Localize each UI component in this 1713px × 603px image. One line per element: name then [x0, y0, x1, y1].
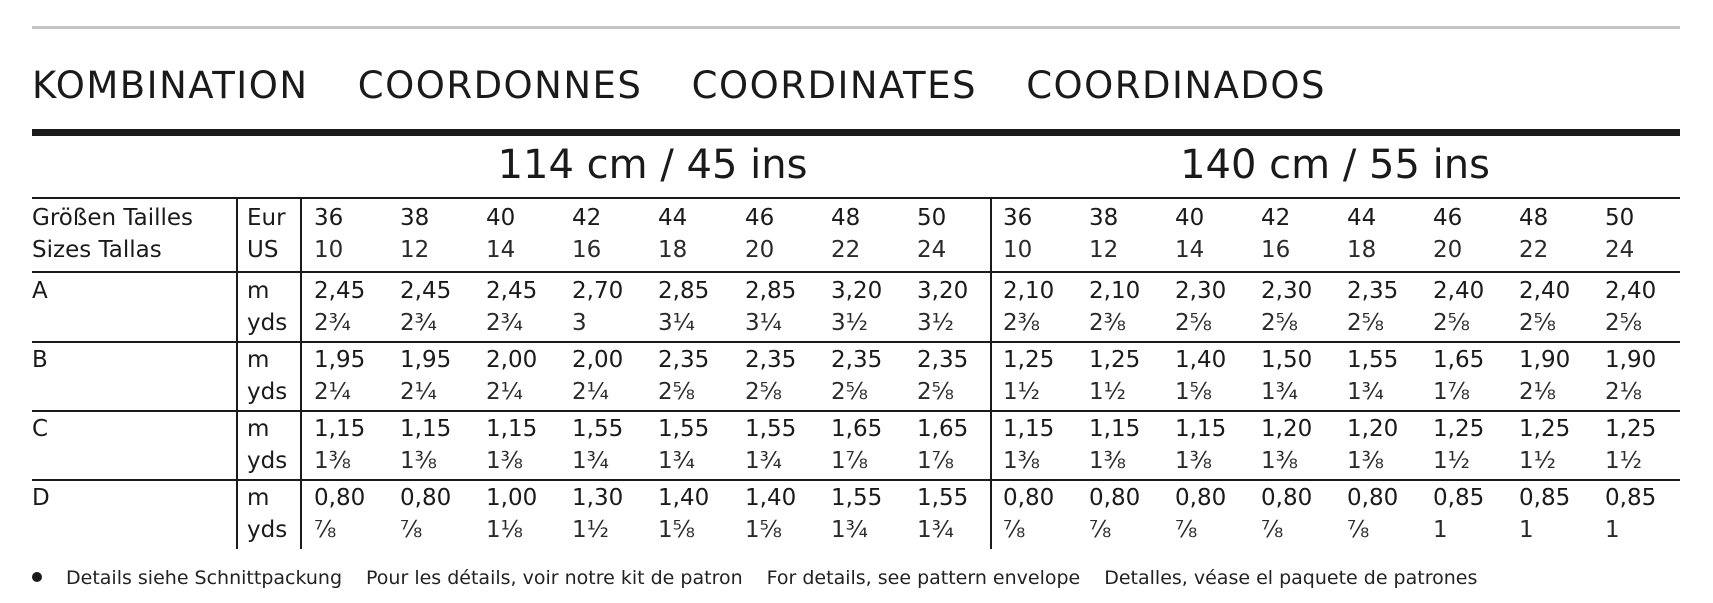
cell-b-w140-yds-3: 1¾ — [1261, 379, 1298, 405]
cell-c-w140-m-3: 1,20 — [1261, 416, 1313, 442]
cell-d-w140-m-0: 0,80 — [1003, 485, 1055, 511]
cell-c-w114-m-0: 1,15 — [314, 416, 366, 442]
cell-b-w140-m-2: 1,40 — [1175, 347, 1227, 373]
cell-c-w114-m-2: 1,15 — [486, 416, 538, 442]
cell-d-w114-yds-2: 1⅛ — [486, 517, 523, 543]
cell-d-w114-m-5: 1,40 — [745, 485, 797, 511]
rule-header-top — [32, 197, 1680, 199]
cell-b-w140-m-7: 1,90 — [1605, 347, 1657, 373]
cell-b-w140-m-5: 1,65 — [1433, 347, 1485, 373]
cell-a-w114-yds-5: 3¼ — [745, 310, 782, 336]
cell-d-w114-m-1: 0,80 — [400, 485, 452, 511]
cell-c-w140-yds-3: 1⅜ — [1261, 448, 1298, 474]
title-french: COORDONNES — [357, 64, 643, 107]
cell-a-w114-yds-0: 2¾ — [314, 310, 351, 336]
bullet-icon — [32, 572, 42, 582]
cell-b-w140-m-1: 1,25 — [1089, 347, 1141, 373]
cell-d-w114-m-4: 1,40 — [658, 485, 710, 511]
title-english: COORDINATES — [691, 64, 977, 107]
row-label-c: C — [32, 416, 49, 442]
cell-a-w114-yds-6: 3½ — [831, 310, 868, 336]
cell-c-w114-m-5: 1,55 — [745, 416, 797, 442]
cell-b-w114-yds-6: 2⅝ — [831, 379, 868, 405]
us-label: US — [247, 237, 279, 263]
title-spanish: COORDINADOS — [1026, 64, 1326, 107]
cell-c-w140-yds-2: 1⅜ — [1175, 448, 1212, 474]
size-us-w114-6: 22 — [831, 237, 861, 263]
cell-c-w114-m-7: 1,65 — [917, 416, 969, 442]
cell-a-w140-yds-2: 2⅝ — [1175, 310, 1212, 336]
size-us-w140-2: 14 — [1175, 237, 1205, 263]
cell-c-w114-yds-3: 1¾ — [572, 448, 609, 474]
size-us-w114-1: 12 — [400, 237, 430, 263]
cell-d-w140-m-3: 0,80 — [1261, 485, 1313, 511]
cell-a-w114-m-3: 2,70 — [572, 278, 624, 304]
cell-b-w114-m-4: 2,35 — [658, 347, 710, 373]
cell-a-w140-yds-0: 2⅜ — [1003, 310, 1040, 336]
cell-b-w114-m-2: 2,00 — [486, 347, 538, 373]
cell-b-w114-yds-7: 2⅝ — [917, 379, 954, 405]
size-us-w140-5: 20 — [1433, 237, 1463, 263]
eur-label: Eur — [247, 205, 286, 231]
size-label-line2: Sizes Tallas — [32, 237, 162, 263]
cell-a-w114-m-2: 2,45 — [486, 278, 538, 304]
cell-c-w140-m-1: 1,15 — [1089, 416, 1141, 442]
cell-b-w140-yds-0: 1½ — [1003, 379, 1040, 405]
footer-german: Details siehe Schnittpackung — [66, 567, 343, 589]
cell-b-w140-m-6: 1,90 — [1519, 347, 1571, 373]
cell-a-w140-yds-3: 2⅝ — [1261, 310, 1298, 336]
size-us-w140-0: 10 — [1003, 237, 1033, 263]
cell-b-w114-yds-3: 2¼ — [572, 379, 609, 405]
cell-a-w140-yds-6: 2⅝ — [1519, 310, 1556, 336]
cell-b-w140-yds-6: 2⅛ — [1519, 379, 1556, 405]
cell-a-w114-m-5: 2,85 — [745, 278, 797, 304]
size-us-w140-7: 24 — [1605, 237, 1635, 263]
cell-a-w140-yds-7: 2⅝ — [1605, 310, 1642, 336]
cell-c-w140-yds-5: 1½ — [1433, 448, 1470, 474]
size-eur-w114-7: 50 — [917, 205, 947, 231]
unit-m-a: m — [247, 278, 270, 304]
footer-note — [32, 567, 1501, 589]
rule-row-a-bottom — [32, 341, 1680, 343]
size-eur-w140-6: 48 — [1519, 205, 1549, 231]
cell-d-w140-yds-0: ⅞ — [1003, 517, 1026, 543]
cell-c-w114-m-3: 1,55 — [572, 416, 624, 442]
cell-c-w114-yds-0: 1⅜ — [314, 448, 351, 474]
cell-b-w114-m-6: 2,35 — [831, 347, 883, 373]
cell-d-w140-yds-7: 1 — [1605, 517, 1620, 543]
cell-b-w114-m-7: 2,35 — [917, 347, 969, 373]
cell-d-w140-m-4: 0,80 — [1347, 485, 1399, 511]
size-us-w140-1: 12 — [1089, 237, 1119, 263]
cell-d-w140-m-7: 0,85 — [1605, 485, 1657, 511]
cell-b-w140-yds-5: 1⅞ — [1433, 379, 1470, 405]
row-label-b: B — [32, 347, 48, 373]
cell-c-w140-yds-6: 1½ — [1519, 448, 1556, 474]
cell-c-w140-yds-7: 1½ — [1605, 448, 1642, 474]
unit-m-c: m — [247, 416, 270, 442]
cell-d-w140-yds-3: ⅞ — [1261, 517, 1284, 543]
cell-b-w140-yds-2: 1⅝ — [1175, 379, 1212, 405]
cell-b-w140-m-4: 1,55 — [1347, 347, 1399, 373]
cell-c-w114-m-1: 1,15 — [400, 416, 452, 442]
cell-c-w140-m-6: 1,25 — [1519, 416, 1571, 442]
cell-d-w140-yds-5: 1 — [1433, 517, 1448, 543]
unit-yds-d: yds — [247, 517, 288, 543]
cell-a-w140-m-4: 2,35 — [1347, 278, 1399, 304]
top-divider — [32, 26, 1680, 29]
cell-b-w114-yds-1: 2¼ — [400, 379, 437, 405]
cell-d-w114-m-3: 1,30 — [572, 485, 624, 511]
cell-d-w114-yds-5: 1⅝ — [745, 517, 782, 543]
cell-a-w114-yds-1: 2¾ — [400, 310, 437, 336]
size-eur-w114-1: 38 — [400, 205, 430, 231]
rule-unit-column — [300, 197, 302, 549]
cell-b-w140-yds-1: 1½ — [1089, 379, 1126, 405]
cell-a-w140-m-0: 2,10 — [1003, 278, 1055, 304]
size-eur-w140-2: 40 — [1175, 205, 1205, 231]
size-us-w140-6: 22 — [1519, 237, 1549, 263]
cell-d-w114-m-0: 0,80 — [314, 485, 366, 511]
size-us-w140-3: 16 — [1261, 237, 1291, 263]
cell-d-w114-yds-3: 1½ — [572, 517, 609, 543]
rule-row-c-bottom — [32, 479, 1680, 481]
cell-c-w140-yds-1: 1⅜ — [1089, 448, 1126, 474]
cell-d-w114-yds-6: 1¾ — [831, 517, 868, 543]
rule-width-divider — [990, 197, 992, 549]
cell-d-w114-yds-0: ⅞ — [314, 517, 337, 543]
size-us-w114-0: 10 — [314, 237, 344, 263]
title-german: KOMBINATION — [32, 64, 309, 107]
cell-a-w114-m-4: 2,85 — [658, 278, 710, 304]
size-eur-w114-5: 46 — [745, 205, 775, 231]
cell-a-w114-yds-7: 3½ — [917, 310, 954, 336]
cell-c-w114-m-4: 1,55 — [658, 416, 710, 442]
cell-c-w114-yds-2: 1⅜ — [486, 448, 523, 474]
cell-d-w114-yds-1: ⅞ — [400, 517, 423, 543]
cell-c-w140-yds-4: 1⅜ — [1347, 448, 1384, 474]
cell-d-w114-m-7: 1,55 — [917, 485, 969, 511]
cell-a-w114-m-1: 2,45 — [400, 278, 452, 304]
cell-a-w114-m-6: 3,20 — [831, 278, 883, 304]
cell-d-w114-yds-7: 1¾ — [917, 517, 954, 543]
size-us-w114-2: 14 — [486, 237, 516, 263]
cell-a-w114-yds-2: 2¾ — [486, 310, 523, 336]
size-eur-w140-0: 36 — [1003, 205, 1033, 231]
cell-a-w114-yds-3: 3 — [572, 310, 587, 336]
cell-c-w140-yds-0: 1⅜ — [1003, 448, 1040, 474]
cell-a-w140-m-7: 2,40 — [1605, 278, 1657, 304]
unit-m-b: m — [247, 347, 270, 373]
cell-a-w114-m-7: 3,20 — [917, 278, 969, 304]
cell-b-w114-m-0: 1,95 — [314, 347, 366, 373]
size-eur-w114-3: 42 — [572, 205, 602, 231]
cell-d-w140-yds-6: 1 — [1519, 517, 1534, 543]
unit-m-d: m — [247, 485, 270, 511]
cell-c-w114-yds-7: 1⅞ — [917, 448, 954, 474]
size-eur-w114-4: 44 — [658, 205, 688, 231]
unit-yds-a: yds — [247, 310, 288, 336]
cell-c-w140-m-4: 1,20 — [1347, 416, 1399, 442]
rule-header-bottom — [32, 271, 1680, 273]
cell-c-w114-yds-6: 1⅞ — [831, 448, 868, 474]
size-us-w114-5: 20 — [745, 237, 775, 263]
cell-b-w114-yds-5: 2⅝ — [745, 379, 782, 405]
size-eur-w114-0: 36 — [314, 205, 344, 231]
cell-d-w140-yds-4: ⅞ — [1347, 517, 1370, 543]
size-eur-w140-4: 44 — [1347, 205, 1377, 231]
cell-d-w114-m-6: 1,55 — [831, 485, 883, 511]
cell-d-w114-yds-4: 1⅝ — [658, 517, 695, 543]
cell-a-w140-yds-5: 2⅝ — [1433, 310, 1470, 336]
cell-d-w140-yds-2: ⅞ — [1175, 517, 1198, 543]
unit-yds-c: yds — [247, 448, 288, 474]
cell-b-w114-yds-2: 2¼ — [486, 379, 523, 405]
row-label-d: D — [32, 485, 50, 511]
footer-english: For details, see pattern envelope — [766, 567, 1081, 589]
size-eur-w114-6: 48 — [831, 205, 861, 231]
cell-a-w140-m-2: 2,30 — [1175, 278, 1227, 304]
size-eur-w140-1: 38 — [1089, 205, 1119, 231]
size-eur-w140-5: 46 — [1433, 205, 1463, 231]
cell-b-w140-yds-4: 1¾ — [1347, 379, 1384, 405]
footer-spanish: Detalles, véase el paquete de patrones — [1104, 567, 1478, 589]
size-eur-w114-2: 40 — [486, 205, 516, 231]
cell-b-w114-m-1: 1,95 — [400, 347, 452, 373]
cell-c-w114-m-6: 1,65 — [831, 416, 883, 442]
cell-a-w140-m-5: 2,40 — [1433, 278, 1485, 304]
cell-b-w140-yds-7: 2⅛ — [1605, 379, 1642, 405]
cell-c-w140-m-0: 1,15 — [1003, 416, 1055, 442]
size-eur-w140-3: 42 — [1261, 205, 1291, 231]
rule-row-b-bottom — [32, 410, 1680, 412]
cell-d-w140-m-5: 0,85 — [1433, 485, 1485, 511]
size-us-w114-3: 16 — [572, 237, 602, 263]
cell-a-w114-m-0: 2,45 — [314, 278, 366, 304]
size-us-w140-4: 18 — [1347, 237, 1377, 263]
cell-d-w140-m-1: 0,80 — [1089, 485, 1141, 511]
size-eur-w140-7: 50 — [1605, 205, 1635, 231]
title-underline — [32, 129, 1680, 136]
page-title — [32, 64, 1362, 107]
cell-c-w140-m-2: 1,15 — [1175, 416, 1227, 442]
cell-c-w114-yds-4: 1¾ — [658, 448, 695, 474]
fabric-width-140-heading: 140 cm / 55 ins — [1180, 142, 1490, 188]
cell-d-w140-m-2: 0,80 — [1175, 485, 1227, 511]
cell-b-w114-yds-0: 2¼ — [314, 379, 351, 405]
row-label-a: A — [32, 278, 48, 304]
size-us-w114-4: 18 — [658, 237, 688, 263]
cell-d-w140-m-6: 0,85 — [1519, 485, 1571, 511]
cell-b-w114-m-3: 2,00 — [572, 347, 624, 373]
fabric-width-114-heading: 114 cm / 45 ins — [497, 142, 808, 188]
unit-yds-b: yds — [247, 379, 288, 405]
cell-d-w140-yds-1: ⅞ — [1089, 517, 1112, 543]
cell-b-w140-m-3: 1,50 — [1261, 347, 1313, 373]
size-label-line1: Größen Tailles — [32, 205, 194, 231]
cell-a-w140-m-6: 2,40 — [1519, 278, 1571, 304]
cell-a-w140-yds-1: 2⅜ — [1089, 310, 1126, 336]
cell-a-w114-yds-4: 3¼ — [658, 310, 695, 336]
cell-c-w114-yds-1: 1⅜ — [400, 448, 437, 474]
cell-a-w140-m-1: 2,10 — [1089, 278, 1141, 304]
footer-french: Pour les détails, voir notre kit de patron — [366, 567, 743, 589]
cell-c-w114-yds-5: 1¾ — [745, 448, 782, 474]
rule-label-column — [236, 197, 238, 549]
size-us-w114-7: 24 — [917, 237, 947, 263]
cell-a-w140-yds-4: 2⅝ — [1347, 310, 1384, 336]
cell-c-w140-m-7: 1,25 — [1605, 416, 1657, 442]
cell-c-w140-m-5: 1,25 — [1433, 416, 1485, 442]
cell-b-w114-m-5: 2,35 — [745, 347, 797, 373]
cell-b-w114-yds-4: 2⅝ — [658, 379, 695, 405]
cell-b-w140-m-0: 1,25 — [1003, 347, 1055, 373]
cell-d-w114-m-2: 1,00 — [486, 485, 538, 511]
cell-a-w140-m-3: 2,30 — [1261, 278, 1313, 304]
